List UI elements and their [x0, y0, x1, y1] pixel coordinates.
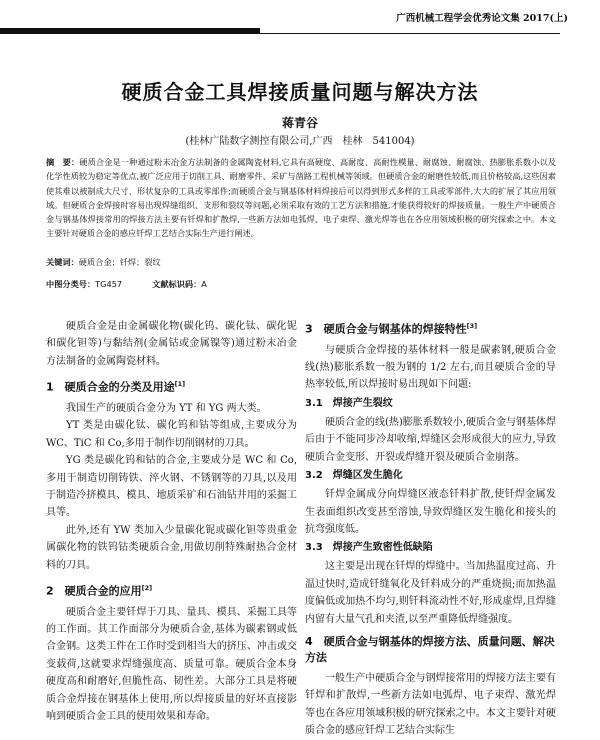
header-rule [0, 33, 560, 34]
article-title: 硬质合金工具焊接质量问题与解决方法 [121, 80, 479, 104]
left-column [46, 318, 297, 725]
section-1-paragraph: YG 类是碳化钨和钴的合金,主要成分是 WC 和 Co,多用于制造切削铸铁、淬火钢、不锈钢等的刀具,以及用于制造冷挤模具、模具、地质采矿和石油钻井用的采掘工具等。 [46, 455, 297, 519]
section-1-paragraph: 此外,还有 YW 类加入少量碳化铌或碳化钽等贵重金属碳化物的铁钨钴类硬质合金,用做切削特殊耐热合金材料的刀具。 [46, 524, 297, 571]
section-4-heading: 4 硬质合金与钢基体的焊接方法、质量问题、解决方法 [305, 634, 555, 664]
abstract-text: 硬质合金是一种通过粉末冶金方法制备的金属陶瓷材料,它具有高硬度、高耐度、高耐性模量、耐腐蚀、耐腐蚀、热膨胀系数小以及化学性质较为稳定等优点,被广泛应用于切削工具、耐磨零件、采矿与凿路工程机械等领域。但硬质合金的耐磨性较低,而且价格较高,这些因素使其难以被制成大尺寸、形状复杂的工具或零部件;而硬质合金与钢基体材料焊接后可以得到形式多样的工具或零部件,大大的扩展了其应用领域。但硬质合金焊接时容易出现焊缝组织、支形和裂纹等问题,必须采取有效的工艺方法和措施,才能获得较好的焊接质量。一般生产中硬质合金与钢基体焊接常用的焊接方法主要有钎焊和扩散焊,一些新方法如电弧焊、电子束焊、激光焊等也在各应用领域积极的研究探索之中。本文主要针对硬质合金的感应钎焊工艺结合实际生产进行阐述。 [46, 157, 556, 239]
classification [46, 279, 556, 290]
journal-header [0, 0, 600, 36]
keywords [46, 257, 556, 268]
class-label: 中图分类号： [46, 279, 96, 289]
subsection-3-1-paragraph: 硬质合金的线(热)膨胀系数较小,硬质合金与钢基体焊后由于不能同步冷却收缩,焊缝区会形成很大的应力,导致硬质合金变形、开裂或焊缝开裂及硬质合金崩落。 [305, 416, 556, 463]
section-2-heading: 2 硬质合金的应用[2] [46, 583, 153, 598]
subsection-3-3-heading: 3.3 焊接产生致密性低缺陷 [305, 542, 433, 554]
abstract-label: 摘 要： [46, 157, 80, 167]
section-2-paragraph: 硬质合金主要钎焊于刀具、量具、模具、采掘工具等的工作面。其工作面部分为硬质合金,基体为碳素钢或低合金钢。这类工件在工作时受到相当大的挤压、冲击或交变载荷,这就要求焊缝强度高、质量可靠。硬质合金本身硬度高和耐磨好,但脆性高、韧性差。大部分工具是将硬质合金焊接在钢基体上使用,所以焊接质量的好坏直接影响到硬质合金工具的使用效果和寿命。 [46, 606, 297, 723]
section-1-heading: 1 硬质合金的分类及用途[1] [46, 380, 186, 394]
section-1-paragraph: 我国生产的硬质合金分为 YT 和 YG 两大类。 [66, 402, 267, 414]
section-4-paragraph: 一般生产中硬质合金与钢焊接常用的焊接方法主要有钎焊和扩散焊,一些新方法如电弧焊、电子束焊、激光焊等也在各应用领域积极的研究探索之中。本文主要针对硬质合金的感应钎焊工艺结合实际生 [305, 672, 556, 737]
subsection-3-2-paragraph: 钎焊金属成分向焊缝区液态钎料扩散,使钎焊金属发生表面组织改变甚至溶蚀,导致焊缝区发生脆化和接头的抗弯强度低。 [305, 489, 556, 535]
author-name: 蒋青谷 [281, 116, 318, 130]
doc-code-label: 文献标识码： [152, 279, 202, 289]
subsection-3-2-heading: 3.2 焊缝区发生脆化 [305, 470, 403, 482]
class-number: TG457 [95, 279, 123, 289]
intro-paragraph: 硬质合金是由金属碳化物(碳化钨、碳化钛、碳化铌和碳化钽等)与黏结剂(金属钴或金属镍等)通过粉末冶金方法制备的金属陶瓷材料。 [46, 321, 297, 367]
keywords-text: 硬质合金；钎焊；裂纹 [78, 257, 161, 267]
subsection-3-1-heading: 3.1 焊接产生裂纹 [305, 397, 393, 409]
keywords-label: 关键词： [46, 257, 79, 267]
author-affiliation: (桂林广陆数字测控有限公司,广西 桂林 541004) [185, 136, 415, 147]
section-3-heading: 3 硬质合金与钢基体的焊接特性[3] [305, 322, 478, 336]
abstract [46, 155, 556, 241]
right-column [305, 318, 556, 740]
section-1-paragraph: YT 类是由碳化钛、碳化钨和钴等组成,主要成分为 WC、TiC 和 Co,多用于制作切削钢材的刀具。 [46, 420, 297, 449]
section-3-paragraph: 与硬质合金焊接的基体材料一般是碳素钢,硬质合金线(热)膨胀系数一般为钢的 1/2 左右,而且硬质合金的导热率较低,所以焊接时易出现如下问题: [305, 344, 556, 391]
doc-code: A [201, 279, 207, 289]
subsection-3-3-paragraph: 这主要是出现在钎焊的焊缝中。当加热温度过高、升温过快时,造成钎缝氧化及钎料成分的严重烧损;而加热温度偏低或加热不均匀,则钎料流动性不好,形成虚焊,且焊缝内留有大量气孔和夹渣,以至严重降低焊缝强度。 [305, 561, 556, 625]
journal-name: 广西机械工程学会优秀论文集 2017(上) [396, 13, 568, 24]
